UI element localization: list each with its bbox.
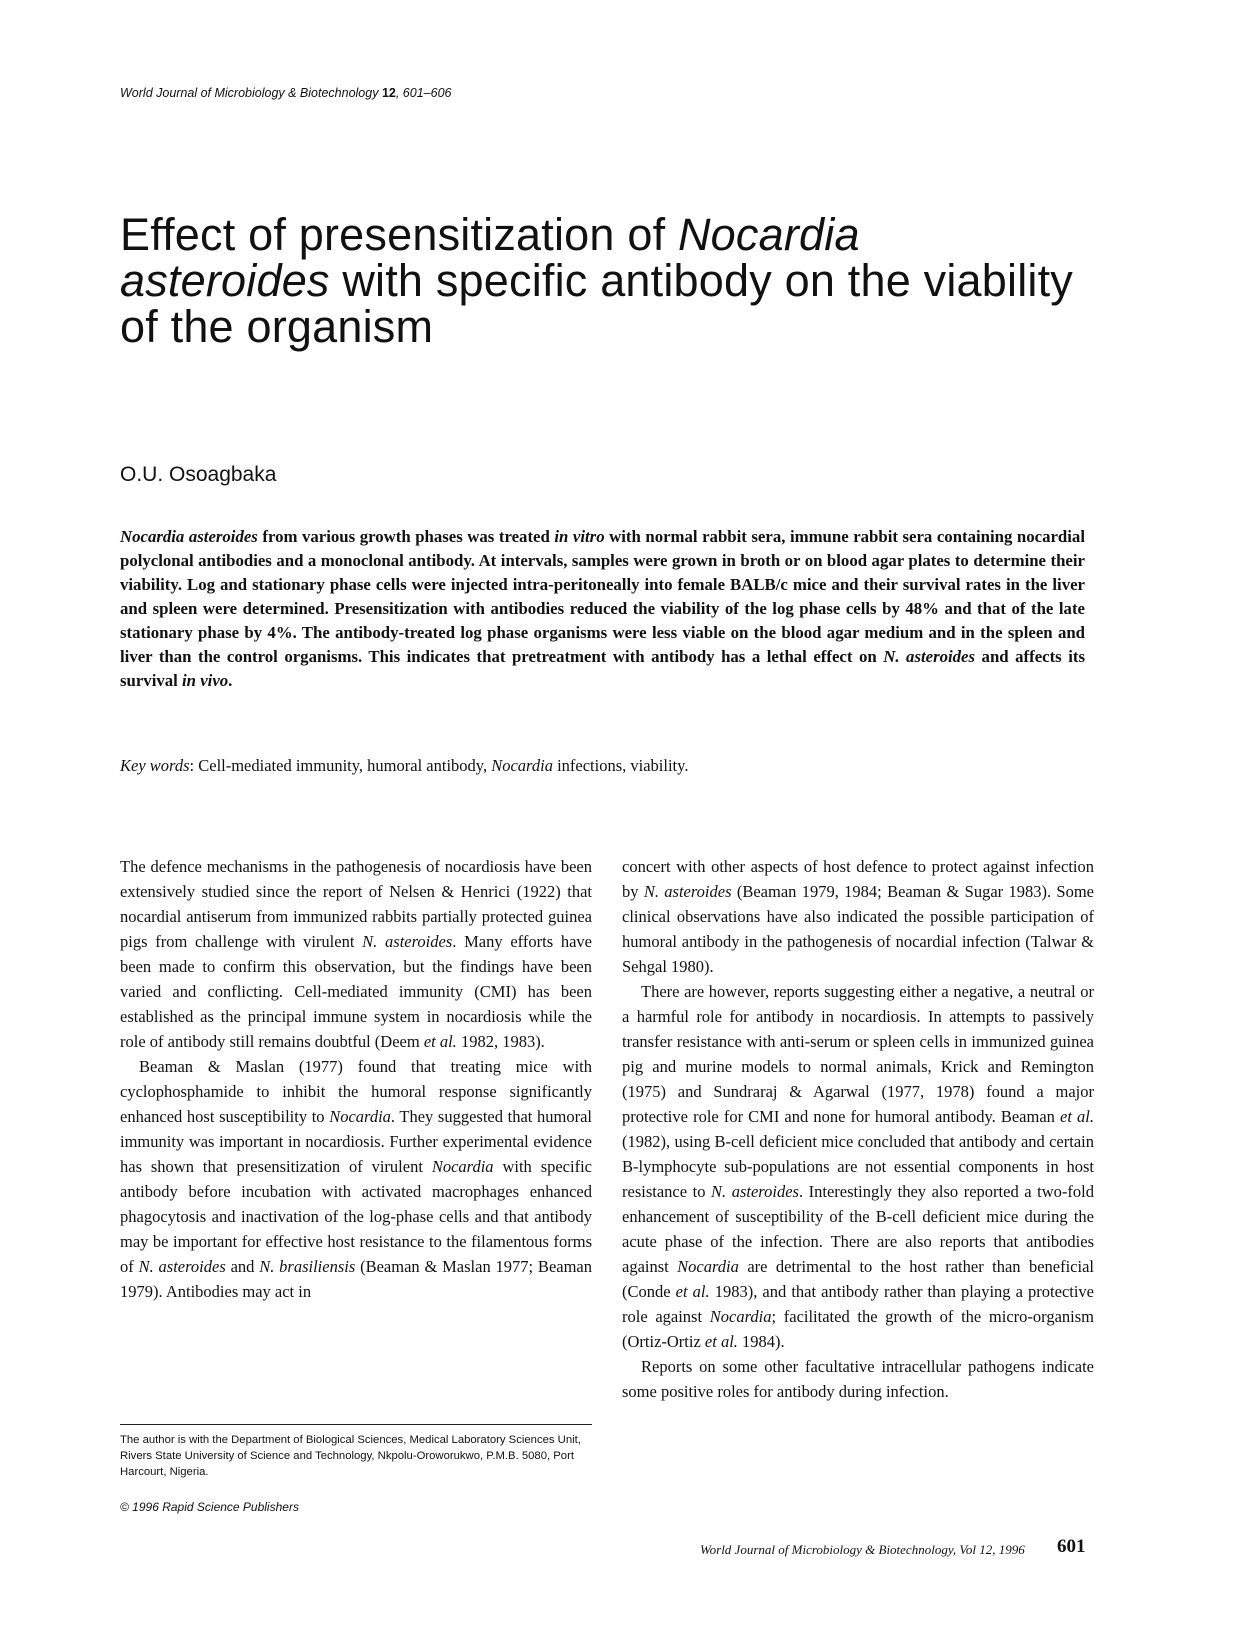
author-name: O.U. Osoagbaka	[120, 463, 277, 486]
journal-name: World Journal of Microbiology & Biotechnology	[120, 86, 379, 100]
footer-journal: World Journal of Microbiology & Biotechnology, Vol 12, 1996	[700, 1542, 1025, 1557]
author-affiliation-footnote: The author is with the Department of Biological Sciences, Medical Laboratory Sciences Unit, Rivers State University of Science and Technology, Nkpolu-Oroworukwo, P.M.B. 5080, Port Harcourt, Nigeria.	[120, 1434, 581, 1478]
footnote-divider	[120, 1424, 592, 1425]
copyright-notice: © 1996 Rapid Science Publishers	[120, 1500, 299, 1514]
paragraph: Reports on some other facultative intracellular pathogens indicate some positive roles for antibody during infection.	[622, 1357, 1094, 1401]
title-species-genus: Nocardia	[677, 209, 860, 260]
paragraph: Beaman & Maslan (1977) found that treating mice with cyclophosphamide to inhibit the humoral response significantly enhanced host susceptibility to Nocardia. They suggested that humoral immunity was important in nocardiosis. Further experimental evidence has shown that presensitization of virulent Nocardia with specific antibody before incubation with activated macrophages enhanced phagocytosis and inactivation of the log-phase cells and that antibody may be important for effective host resistance to the filamentous forms of N. asteroides and N. brasiliensis (Beaman & Maslan 1977; Beaman 1979). Antibodies may act in	[120, 1057, 592, 1301]
paragraph: concert with other aspects of host defence to protect against infection by N. asteroides (Beaman 1979, 1984; Beaman & Sugar 1983). Some clinical observations have also indicated the possible participation of humoral antibody in the pathogenesis of nocardial infection (Talwar & Sehgal 1980).	[622, 857, 1094, 976]
keywords: Key words: Cell-mediated immunity, humoral antibody, Nocardia infections, viability.	[120, 756, 689, 775]
body-column-right	[622, 854, 1094, 1404]
page-range: , 601–606	[395, 86, 452, 100]
keywords-label: Key words	[120, 756, 190, 775]
paragraph: The defence mechanisms in the pathogenesis of nocardiosis have been extensively studied since the report of Nelsen & Henrici (1922) that nocardial antiserum from immunized rabbits partially protected guinea pigs from challenge with virulent N. asteroides. Many efforts have been made to confirm this observation, but the findings have been varied and conflicting. Cell-mediated immunity (CMI) has been established as the principal immune system in nocardiosis while the role of antibody still remains doubtful (Deem et al. 1982, 1983).	[120, 857, 593, 1051]
page-number: 601	[1057, 1536, 1086, 1557]
running-head	[120, 86, 451, 100]
abstract: Nocardia asteroides from various growth phases was treated in vitro with normal rabbit sera, immune rabbit sera containing nocardial polyclonal antibodies and a monoclonal antibody. At intervals, samples were grown in broth or on blood agar plates to determine their viability. Log and stationary phase cells were injected intra-peritoneally into female BALB/c mice and their survival rates in the liver and spleen were determined. Presensitization with antibodies reduced the viability of the log phase cells by 48% and that of the late stationary phase by 4%. The antibody-treated log phase organisms were less viable on the blood agar medium and in the spleen and liver than the control organisms. This indicates that pretreatment with antibody has a lethal effect on N. asteroides and affects its survival in vivo.	[120, 527, 1086, 690]
volume-number: 12	[381, 86, 396, 100]
article-title: Effect of presensitization of Nocardia asteroides with specific antibody on the viability of the organism	[120, 209, 1074, 352]
body-column-left	[120, 854, 592, 1304]
paragraph: There are however, reports suggesting either a negative, a neutral or a harmful role for antibody in nocardiosis. In attempts to passively transfer resistance with anti-serum or spleen cells in immunized guinea pig and murine models to normal animals, Krick and Remington (1975) and Sundraraj & Agarwal (1977, 1978) found a major protective role for CMI and none for humoral antibody. Beaman et al. (1982), using B-cell deficient mice concluded that antibody and certain B-lymphocyte sub-populations are not essential components in host resistance to N. asteroides. Interestingly they also reported a two-fold enhancement of susceptibility of the B-cell deficient mice during the acute phase of the infection. There are also reports that antibodies against Nocardia are detrimental to the host rather than beneficial (Conde et al. 1983), and that antibody rather than playing a protective role against Nocardia; facilitated the growth of the micro-organism (Ortiz-Ortiz et al. 1984).	[622, 982, 1095, 1351]
title-species-epithet: asteroides	[120, 255, 330, 306]
